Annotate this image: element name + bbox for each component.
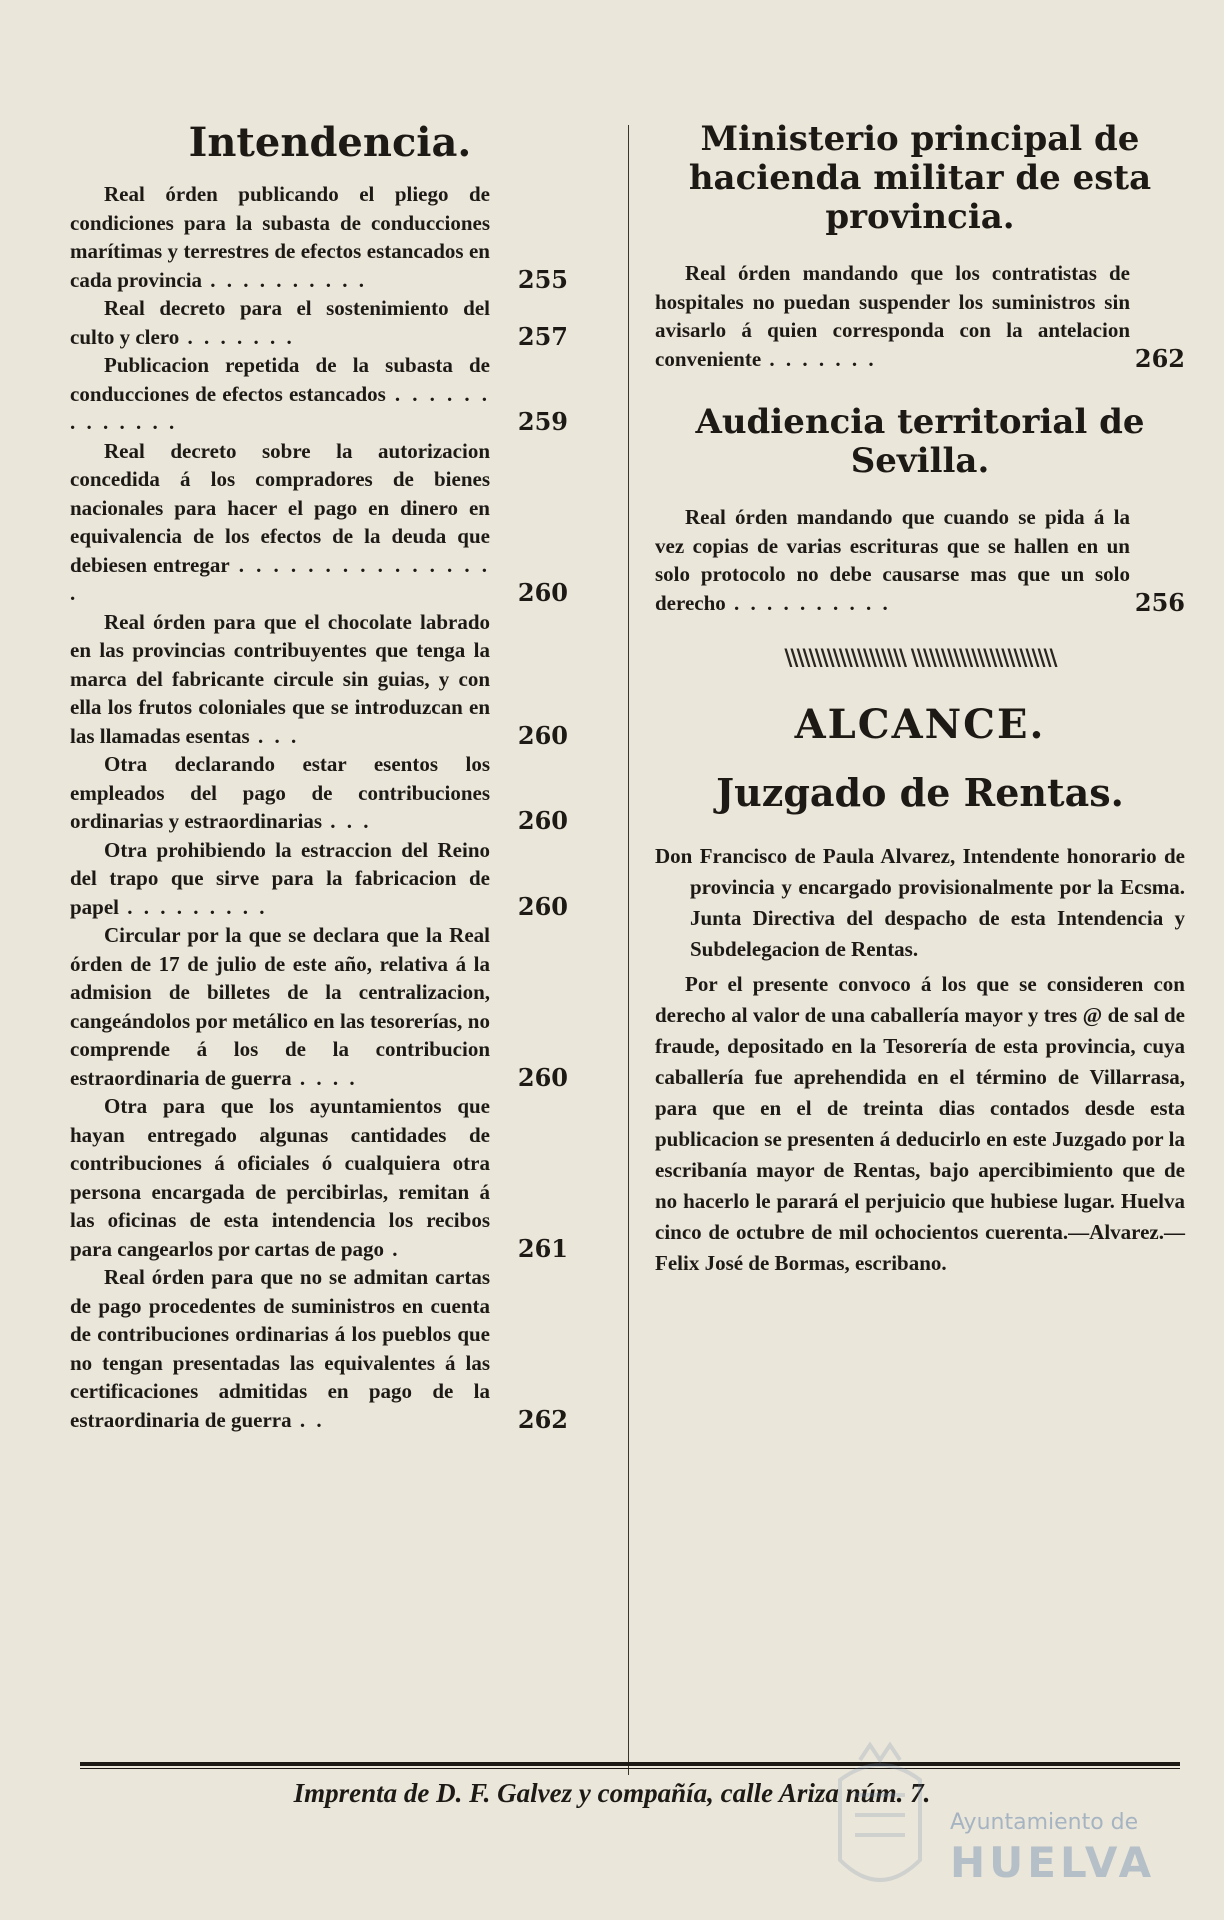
entry-page: 260 bbox=[517, 720, 568, 750]
entry-text: Otra para que los ayuntamientos que hayan entregado algunas cantidades de contribuciones á oficiales ó cualquiera otra persona encargada de percibirlas, remitan á las oficinas de esta intendencia los recibos para cangearlos por cartas de pago bbox=[70, 1094, 490, 1261]
index-entry: Real órden mandando que los contratistas de hospitales no puedan suspender los suministros sin avisarlo á quien corresponda con la antelacion conveniente . . . . . . . 262 bbox=[655, 261, 1185, 373]
index-entry: Real órden publicando el pliego de condiciones para la subasta de conducciones marítimas y terrestres de efectos estancados en cada provincia . . . . . . . . . . 255 bbox=[70, 182, 568, 294]
left-column bbox=[70, 120, 590, 1434]
notice-body: Por el presente convoco á los que se consideren con derecho al valor de una caballería mayor y tres @ de sal de fraude, depositado en la Tesorería de esta provincia, cuya caballería fue aprehendida en el término de Villarrasa, para que en el de treinta dias contados desde esta publicacion se presenten á deducirlo en este Juzgado por la escribanía mayor de Rentas, bajo apercibimiento que de no hacerlo le parará el perjuicio que hubiese lugar. Huelva cinco de octubre de mil ochocientos cuerenta.—Alvarez.—Felix José de Bormas, escribano. bbox=[655, 972, 1185, 1276]
entry-text: Circular por la que se declara que la Real órden de 17 de julio de este año, relativa á la admision de billetes de la centralizacion, cangeándolos por metálico en las tesorerías, no comprende á los de la contribucion estraordinaria de guerra bbox=[70, 923, 490, 1090]
entry-text: Real órden mandando que cuando se pida á la vez copias de varias escrituras que se hallen en un solo protocolo no debe causarse mas que un solo derecho bbox=[655, 505, 1130, 615]
entry-text: Publicacion repetida de la subasta de conducciones de efectos estancados bbox=[70, 353, 490, 406]
index-entry: Otra declarando estar esentos los empleados del pago de contribuciones ordinarias y estraordinarias . . . 260 bbox=[70, 752, 568, 835]
entry-text: Real órden para que el chocolate labrado en las provincias contribuyentes que tenga la marca del fabricante circule sin guias, y con ella los frutos coloniales que se introduzcan en las llamadas esentas bbox=[70, 609, 490, 748]
entry-text: Real órden para que no se admitan cartas de pago procedentes de suministros en cuenta de contribuciones ordinarias á los pueblos que no tengan presentadas las equivalentes á las certificaciones admitidas en pago de la estraordinaria de guerra bbox=[70, 1265, 490, 1432]
index-entry: Circular por la que se declara que la Real órden de 17 de julio de este año, relativa á la admision de billetes de la centralizacion, cangeándolos por metálico en las tesorerías, no comprende á los de la contribucion estraordinaria de guerra . . . . 260 bbox=[70, 923, 568, 1092]
index-entry: Otra para que los ayuntamientos que hayan entregado algunas cantidades de contribuciones á oficiales ó cualquiera otra persona encargada de percibirlas, remitan á las oficinas de esta intendencia los recibos para cangearlos por cartas de pago . 261 bbox=[70, 1094, 568, 1263]
entry-page: 262 bbox=[1134, 343, 1185, 373]
index-entry: Real órden para que no se admitan cartas de pago procedentes de suministros en cuenta de contribuciones ordinarias á los pueblos que no tengan presentadas las equivalentes á las certificaciones admitidas en pago de la estraordinaria de guerra . . 262 bbox=[70, 1265, 568, 1434]
watermark-line2: HUELVA bbox=[950, 1838, 1156, 1887]
section-title-ministerio: Ministerio principal de hacienda militar de esta provincia. bbox=[688, 119, 1152, 238]
entry-page: 257 bbox=[517, 321, 568, 351]
column-divider bbox=[628, 125, 629, 1775]
entry-text: Real decreto sobre la autorizacion concedida á los compradores de bienes nacionales para hacer el pago en dinero en equivalencia de los efectos de la deuda que debiesen entregar bbox=[70, 438, 490, 577]
entry-text: Real órden mandando que los contratistas de hospitales no puedan suspender los suministros sin avisarlo á quien corresponda con la antelacion conveniente bbox=[655, 261, 1130, 371]
entry-page: 260 bbox=[517, 578, 568, 607]
entry-text: Otra prohibiendo la estraccion del Reino del trapo que sirve para la fabricacion de papel bbox=[70, 837, 490, 919]
entry-text: Real decreto para el sostenimiento del culto y clero bbox=[70, 296, 490, 349]
entry-page: 262 bbox=[517, 1404, 568, 1434]
entry-page: 260 bbox=[517, 1062, 568, 1092]
entry-text: Real órden publicando el pliego de condiciones para la subasta de conducciones marítimas y terrestres de efectos estancados en cada provincia bbox=[70, 182, 490, 292]
ornamental-rule: \\\\\\\\\\\\\\\\\\\\ \\\\\\\\\\\\\\\\\\\\\\\\ bbox=[784, 645, 1056, 672]
printer-imprint: Imprenta de D. F. Galvez y compañía, calle Ariza núm. 7. bbox=[293, 1778, 931, 1808]
entry-page: 260 bbox=[517, 806, 568, 835]
watermark-line1: Ayuntamiento de bbox=[950, 1810, 1139, 1835]
index-entry: Real decreto sobre la autorizacion concedida á los compradores de bienes nacionales para hacer el pago en dinero en equivalencia de los efectos de la deuda que debiesen entregar . . . . . . . . . . . . . . . . 260 bbox=[70, 438, 568, 607]
alcance-heading: ALCANCE. bbox=[794, 701, 1046, 749]
entry-page: 256 bbox=[1134, 587, 1185, 617]
index-entry: Real decreto para el sostenimiento del culto y clero . . . . . . . 257 bbox=[70, 296, 568, 351]
entry-page: 259 bbox=[517, 407, 568, 436]
notice-header: Don Francisco de Paula Alvarez, Intendente honorario de provincia y encargado provisionalmente por la Ecsma. Junta Directiva del despacho de esta Intendencia y Subdelegacion de Rentas. bbox=[655, 844, 1185, 962]
entry-page: 261 bbox=[517, 1233, 568, 1263]
index-entry: Real órden para que el chocolate labrado en las provincias contribuyentes que tenga la marca del fabricante circule sin guias, y con ella los frutos coloniales que se introduzcan en las llamadas esentas . . . 260 bbox=[70, 609, 568, 750]
index-entry: Publicacion repetida de la subasta de conducciones de efectos estancados . . . . . . . . . . . . . 259 bbox=[70, 353, 568, 436]
section-title-audiencia: Audiencia territorial de Sevilla. bbox=[695, 402, 1145, 482]
index-entry: Otra prohibiendo la estraccion del Reino del trapo que sirve para la fabricacion de papel . . . . . . . . . 260 bbox=[70, 837, 568, 921]
entry-page: 260 bbox=[517, 891, 568, 921]
entry-text: Otra declarando estar esentos los empleados del pago de contribuciones ordinarias y estraordinarias bbox=[70, 752, 490, 833]
section-title-intendencia: Intendencia. bbox=[188, 119, 472, 166]
juzgado-heading: Juzgado de Rentas. bbox=[716, 770, 1124, 816]
index-entry: Real órden mandando que cuando se pida á la vez copias de varias escrituras que se hallen en un solo protocolo no debe causarse mas que un solo derecho . . . . . . . . . . 256 bbox=[655, 505, 1185, 617]
entry-page: 255 bbox=[517, 264, 568, 294]
right-column bbox=[655, 120, 1185, 1279]
